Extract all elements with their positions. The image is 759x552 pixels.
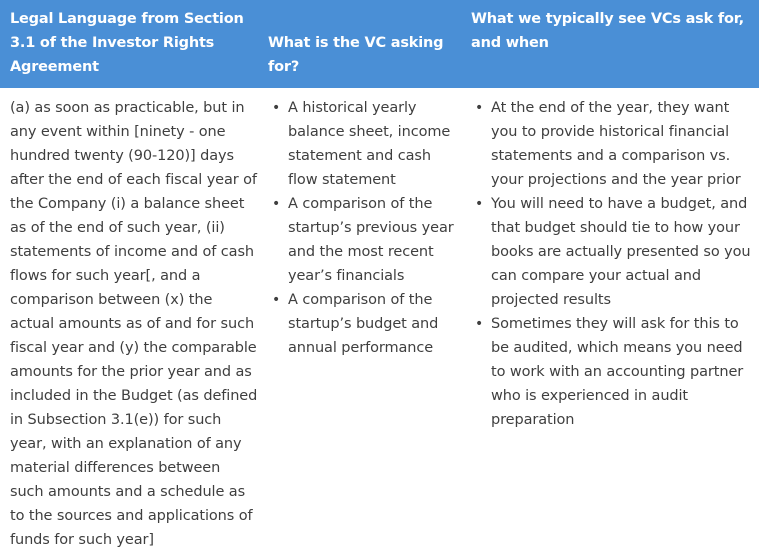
list-item-text: You will need to have a budget, and that budget should tie to how your books are actually presented so you can compare your actual and projected results: [491, 196, 751, 308]
typical-list: [471, 96, 755, 432]
list-item: [272, 96, 461, 192]
legal-text-cell: (a) as soon as practicable, but in any event within [ninety - one hundred twenty (90-120)] days after the end of each fiscal year of the Company (i) a balance sheet as of the end of such year, (ii) statements of income and of cash flows for such year[, and a comparison between (x) the actual amounts as of and for such fiscal year and (y) the comparable amounts for the prior year and as included in the Budget (as defined in Subsection 3.1(e)) for such year, with an explanation of any material differences between such amounts and a schedule as to the sources and applications of funds for such year]: [10, 100, 258, 548]
vc-asking-list: [268, 96, 461, 360]
bullet-icon: •: [475, 316, 484, 332]
list-item: [272, 192, 461, 288]
header-legal-language: Legal Language from Section 3.1 of the Investor Rights Agreement: [0, 0, 262, 88]
list-item-text: At the end of the year, they want you to provide historical financial statements and a comparison vs. your projections and the year prior: [491, 100, 741, 188]
list-item: [475, 96, 755, 192]
header-row: [0, 0, 759, 88]
list-item-text: A comparison of the startup’s previous year and the most recent year’s financials: [288, 196, 454, 284]
list-item: [272, 288, 461, 360]
bullet-icon: •: [272, 196, 281, 212]
list-item: [475, 312, 755, 432]
vc-asking-cell: [262, 88, 465, 552]
header-vc-asking: What is the VC asking for?: [262, 0, 465, 88]
list-item-text: A comparison of the startup’s budget and annual performance: [288, 292, 439, 356]
bullet-icon: •: [475, 100, 484, 116]
list-item-text: Sometimes they will ask for this to be audited, which means you need to work with an accounting partner who is experienced in audit preparation: [491, 316, 744, 428]
bullet-icon: •: [475, 196, 484, 212]
list-item-text: A historical yearly balance sheet, income statement and cash flow statement: [288, 100, 451, 188]
typical-cell: [465, 88, 759, 552]
table-row: [0, 88, 759, 552]
header-typical: What we typically see VCs ask for, and when: [465, 0, 759, 88]
bullet-icon: •: [272, 100, 281, 116]
bullet-icon: •: [272, 292, 281, 308]
list-item: [475, 192, 755, 312]
